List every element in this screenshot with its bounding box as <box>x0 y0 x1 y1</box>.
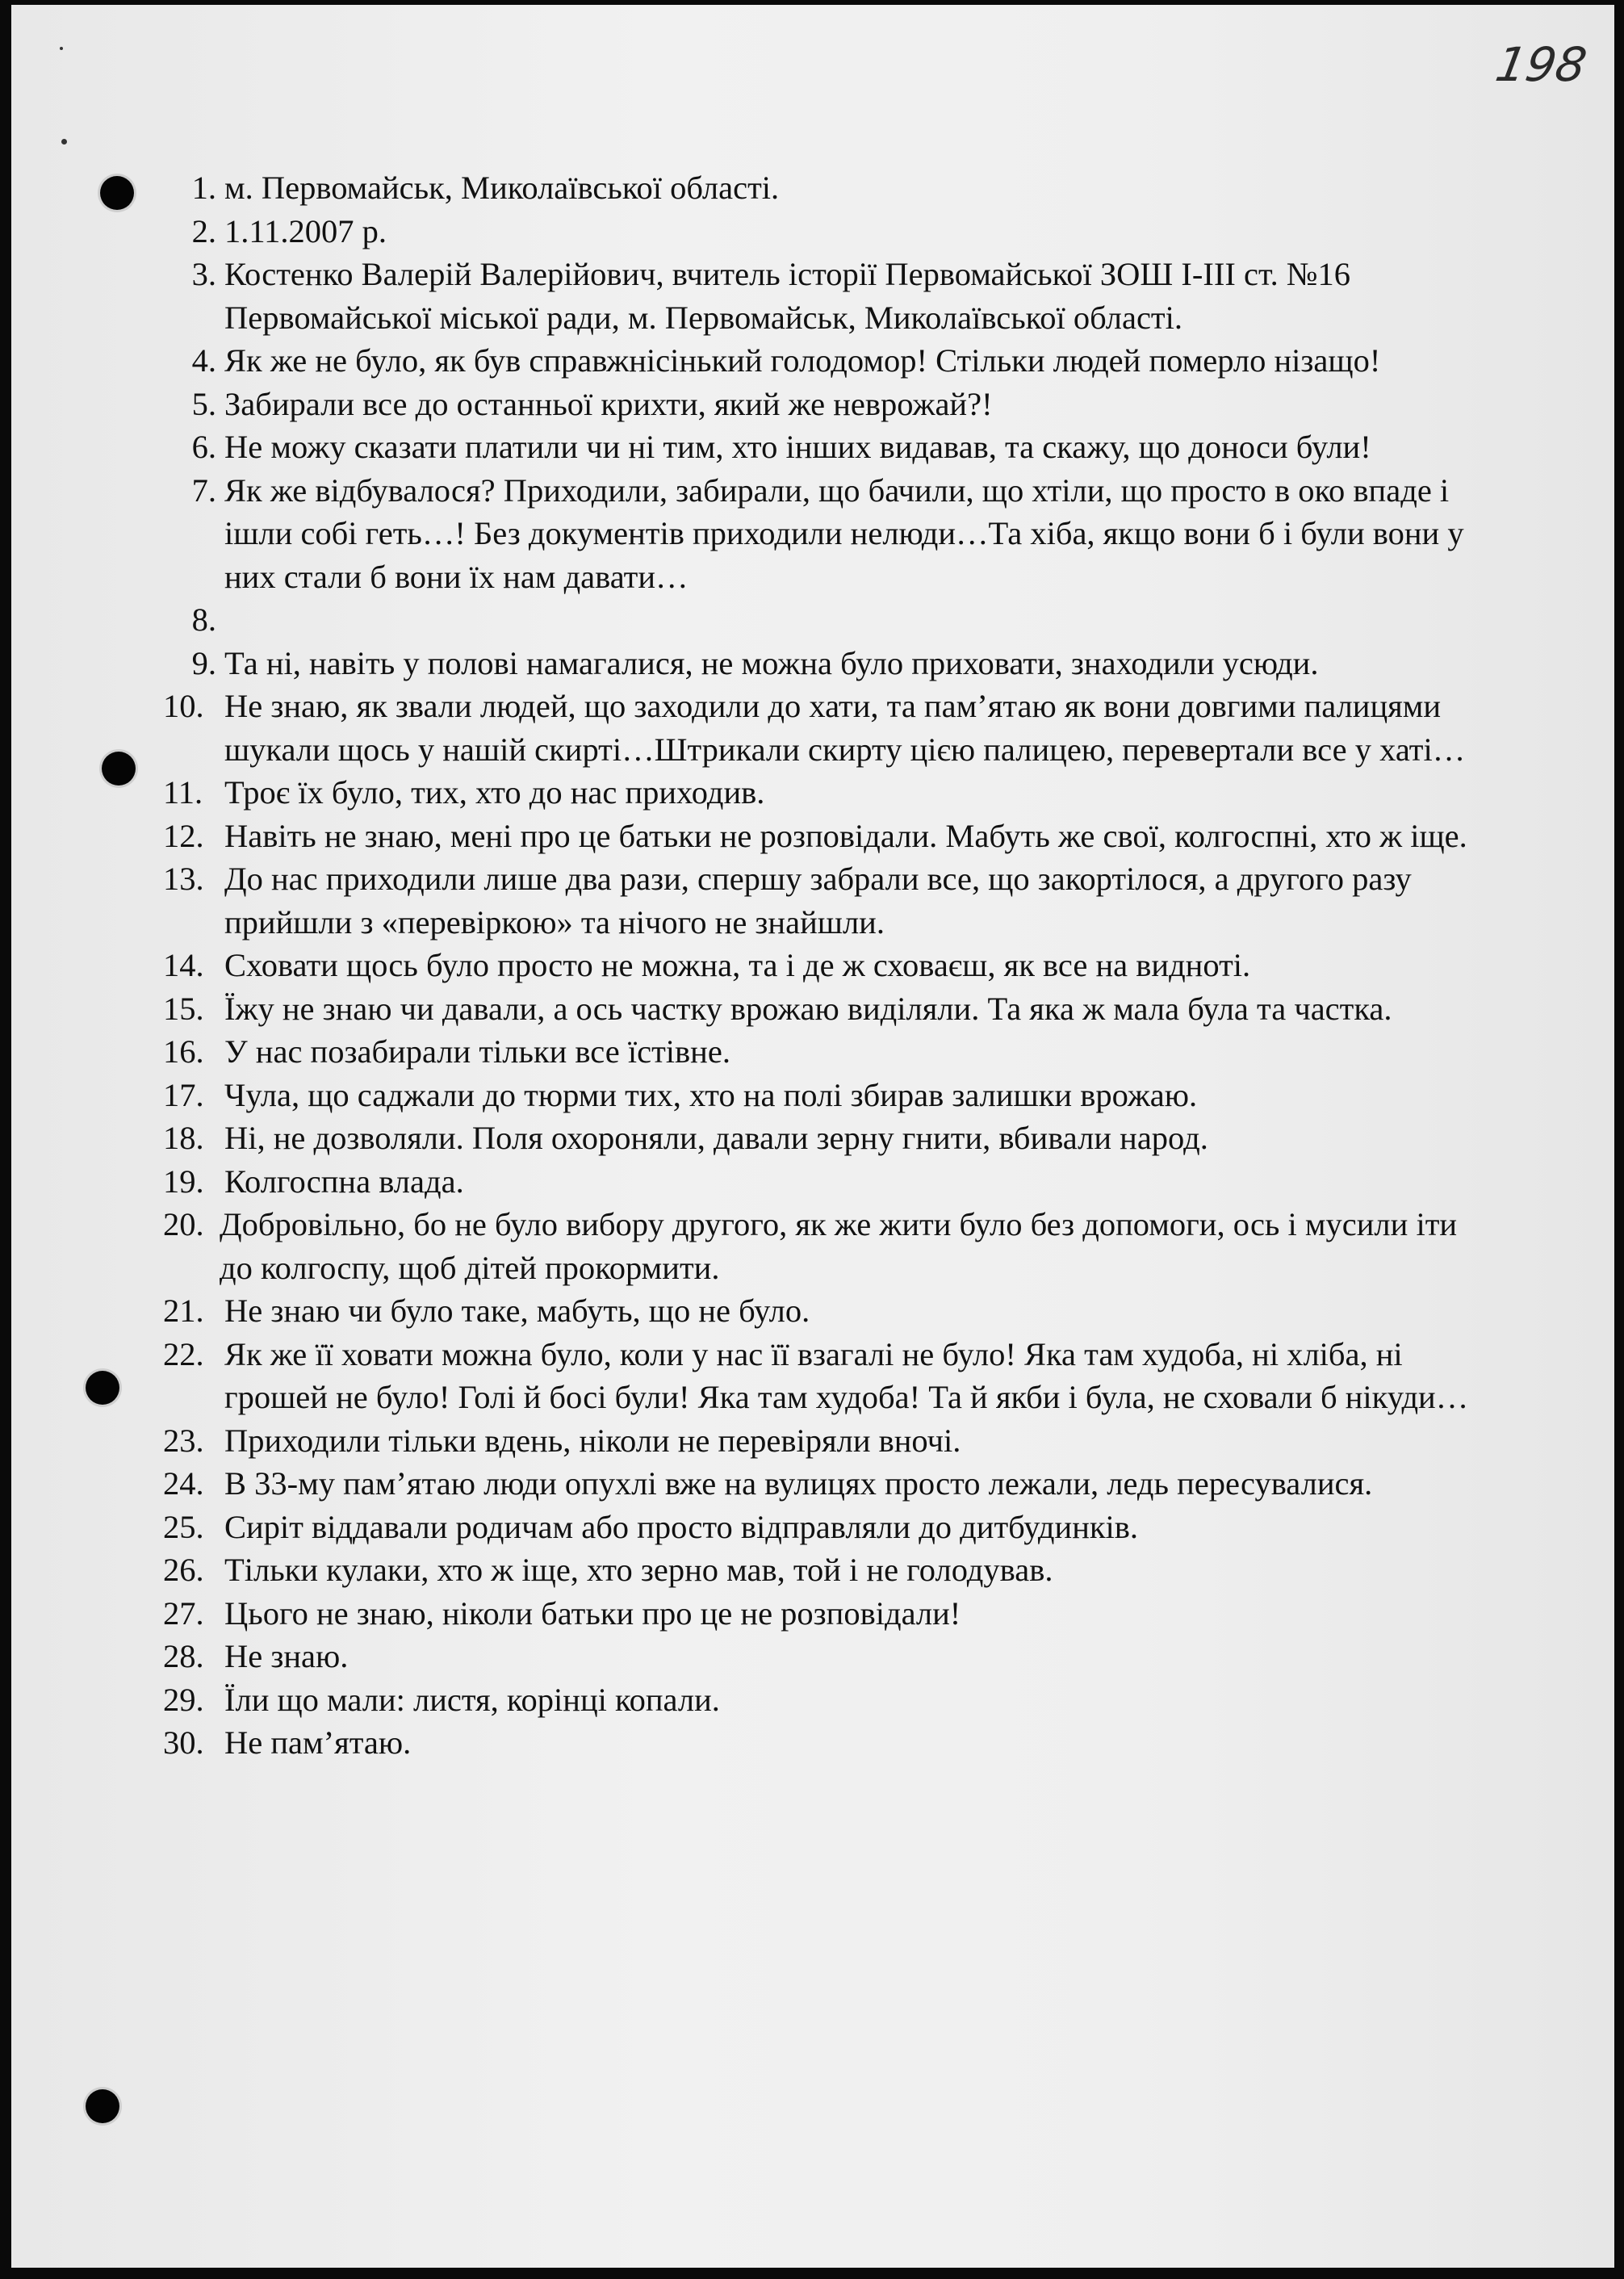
answer-text: Цього не знаю, ніколи батьки про це не розповідали! <box>224 1594 961 1632</box>
answer-number: 1. <box>191 170 216 206</box>
answer-text: Як же не було, як був справжнісінький голодомор! Стільки людей померло нізащо! <box>224 342 1381 379</box>
answer-text: Чула, що саджали до тюрми тих, хто на полі збирав залишки врожаю. <box>224 1076 1198 1113</box>
answer-item <box>163 987 1493 1031</box>
answer-text: Не знаю, як звали людей, що заходили до хати, та пам’ятаю як вони довгими палицями шукали щось у нашій скирті…Штрикали скирту цією палицею, перевертали все у хаті… <box>224 688 1466 768</box>
answer-text: Не знаю. <box>224 1638 349 1674</box>
answer-text: Троє їх було, тих, хто до нас приходив. <box>224 774 765 811</box>
answer-number: 29. <box>163 1681 204 1718</box>
answer-text: Не пам’ятаю. <box>224 1724 412 1761</box>
answer-number: 6. <box>191 429 216 465</box>
answer-number: 20. <box>163 1206 204 1242</box>
answer-item <box>170 339 1493 383</box>
answer-number: 26. <box>163 1552 204 1588</box>
answer-item <box>163 1289 1493 1333</box>
answer-text: Ні, не дозволяли. Поля охороняли, давали зерну гнити, вбивали народ. <box>224 1120 1208 1156</box>
paper-speck <box>61 139 67 145</box>
answer-item <box>163 1506 1493 1549</box>
answer-number: 22. <box>163 1335 204 1372</box>
answer-item <box>163 1074 1493 1117</box>
answer-item <box>163 1548 1493 1592</box>
answer-number: 12. <box>163 817 204 854</box>
answer-text: Не можу сказати платили чи ні тим, хто інших видавав, та скажу, що доноси були! <box>224 429 1371 465</box>
answer-number: 5. <box>191 385 216 422</box>
answer-number: 8. <box>191 601 216 638</box>
answer-text: Колгоспна влада. <box>224 1163 464 1200</box>
answer-item <box>163 857 1493 944</box>
answer-text: Добровільно, бо не було вибору другого, як же жити було без допомоги, ось і мусили іти до колгоспу, щоб дітей прокормити. <box>220 1206 1458 1286</box>
answer-item <box>170 642 1493 685</box>
answer-item <box>163 771 1493 815</box>
answer-item <box>163 815 1493 858</box>
answer-number: 15. <box>163 990 204 1027</box>
answer-number: 23. <box>163 1422 204 1459</box>
answer-item <box>163 1203 1493 1289</box>
answer-item <box>163 1030 1493 1074</box>
answer-item <box>170 425 1493 469</box>
answer-number: 27. <box>163 1594 204 1632</box>
punch-hole <box>86 1371 119 1405</box>
punch-hole <box>102 752 136 786</box>
answer-number: 16. <box>163 1033 204 1070</box>
answer-item <box>170 469 1493 599</box>
answer-number: 21. <box>163 1292 204 1329</box>
answer-item <box>170 383 1493 426</box>
answer-item <box>163 1419 1493 1463</box>
answer-number: 11. <box>163 774 203 811</box>
answer-item <box>170 210 1493 253</box>
answer-number: 24. <box>163 1465 204 1502</box>
answer-item <box>170 598 1493 642</box>
answer-number: 18. <box>163 1120 204 1156</box>
answer-text: Як же її ховати можна було, коли у нас її взагалі не було! Яка там худоба, ні хліба, ні грошей не було! Голі й босі були! Яка там худоба! Та й якби і була, не сховали б нікуди… <box>224 1335 1469 1415</box>
answers-list <box>163 166 1493 1765</box>
answer-text: Не знаю чи було таке, мабуть, що не було. <box>224 1292 810 1329</box>
answer-item <box>163 1160 1493 1204</box>
answer-text: Їжу не знаю чи давали, а ось частку врожаю виділяли. Та яка ж мала була та частка. <box>224 990 1392 1027</box>
answer-text: м. Первомайськ, Миколаївської області. <box>224 170 780 206</box>
answer-text: До нас приходили лише два рази, спершу забрали все, що закортілося, а другого разу прийшли з «перевіркою» та нічого не знайшли. <box>224 861 1412 941</box>
answer-number: 10. <box>163 688 204 724</box>
punch-hole <box>86 2089 119 2123</box>
document-page <box>11 5 1614 2268</box>
answer-item <box>163 944 1493 987</box>
answer-text: В 33-му пам’ятаю люди опухлі вже на вулицях просто лежали, ледь пересувалися. <box>224 1465 1373 1502</box>
punch-hole <box>100 176 134 210</box>
answer-text: Їли що мали: листя, корінці копали. <box>224 1681 720 1718</box>
answer-item <box>163 1116 1493 1160</box>
answer-item <box>170 166 1493 210</box>
answer-number: 14. <box>163 947 204 983</box>
answer-text: У нас позабирали тільки все їстівне. <box>224 1033 730 1070</box>
answer-number: 30. <box>163 1724 204 1761</box>
answer-text: Приходили тільки вдень, ніколи не перевіряли вночі. <box>224 1422 961 1459</box>
answer-number: 13. <box>163 861 204 897</box>
answer-item <box>170 253 1493 339</box>
paper-speck <box>60 47 63 50</box>
answer-text: Тільки кулаки, хто ж іще, хто зерно мав, той і не голодував. <box>224 1552 1053 1588</box>
answer-text: Як же відбувалося? Приходили, забирали, що бачили, що хтіли, що просто в око впаде і ішли собі геть…! Без документів приходили нелюди…Та хіба, якщо вони б і були вони у них стали б вони їх нам давати… <box>224 471 1464 595</box>
answer-number: 28. <box>163 1638 204 1674</box>
answer-number: 2. <box>191 212 216 249</box>
answer-item <box>163 1333 1493 1419</box>
answer-number: 4. <box>191 342 216 379</box>
answer-item <box>163 1721 1493 1765</box>
answer-number: 17. <box>163 1076 204 1113</box>
answer-text: Костенко Валерій Валерійович, вчитель історії Первомайської ЗОШ І-ІІІ ст. №16 Первомайської міської ради, м. Первомайськ, Миколаївської області. <box>224 256 1350 336</box>
page-number: 198 <box>1492 37 1591 92</box>
answer-text: Забирали все до останньої крихти, який же неврожай?! <box>224 385 993 422</box>
answer-item <box>163 685 1493 771</box>
answer-text: Навіть не знаю, мені про це батьки не розповідали. Мабуть же свої, колгоспні, хто ж іще. <box>224 817 1467 854</box>
answer-item <box>163 1462 1493 1506</box>
answer-number: 19. <box>163 1163 204 1200</box>
answer-number: 25. <box>163 1508 204 1545</box>
answer-item <box>163 1592 1493 1636</box>
answer-number: 3. <box>191 256 216 292</box>
answer-item <box>163 1678 1493 1722</box>
answer-number: 9. <box>191 644 216 681</box>
answer-text: Сховати щось було просто не можна, та і де ж сховаєш, як все на видноті. <box>224 947 1251 983</box>
answer-text: Та ні, навіть у полові намагалися, не можна було приховати, знаходили усюди. <box>224 644 1319 681</box>
answer-text: 1.11.2007 р. <box>224 212 387 249</box>
answer-number: 7. <box>191 471 216 509</box>
answer-text: Сиріт віддавали родичам або просто відправляли до дитбудинків. <box>224 1508 1139 1545</box>
answer-item <box>163 1635 1493 1678</box>
